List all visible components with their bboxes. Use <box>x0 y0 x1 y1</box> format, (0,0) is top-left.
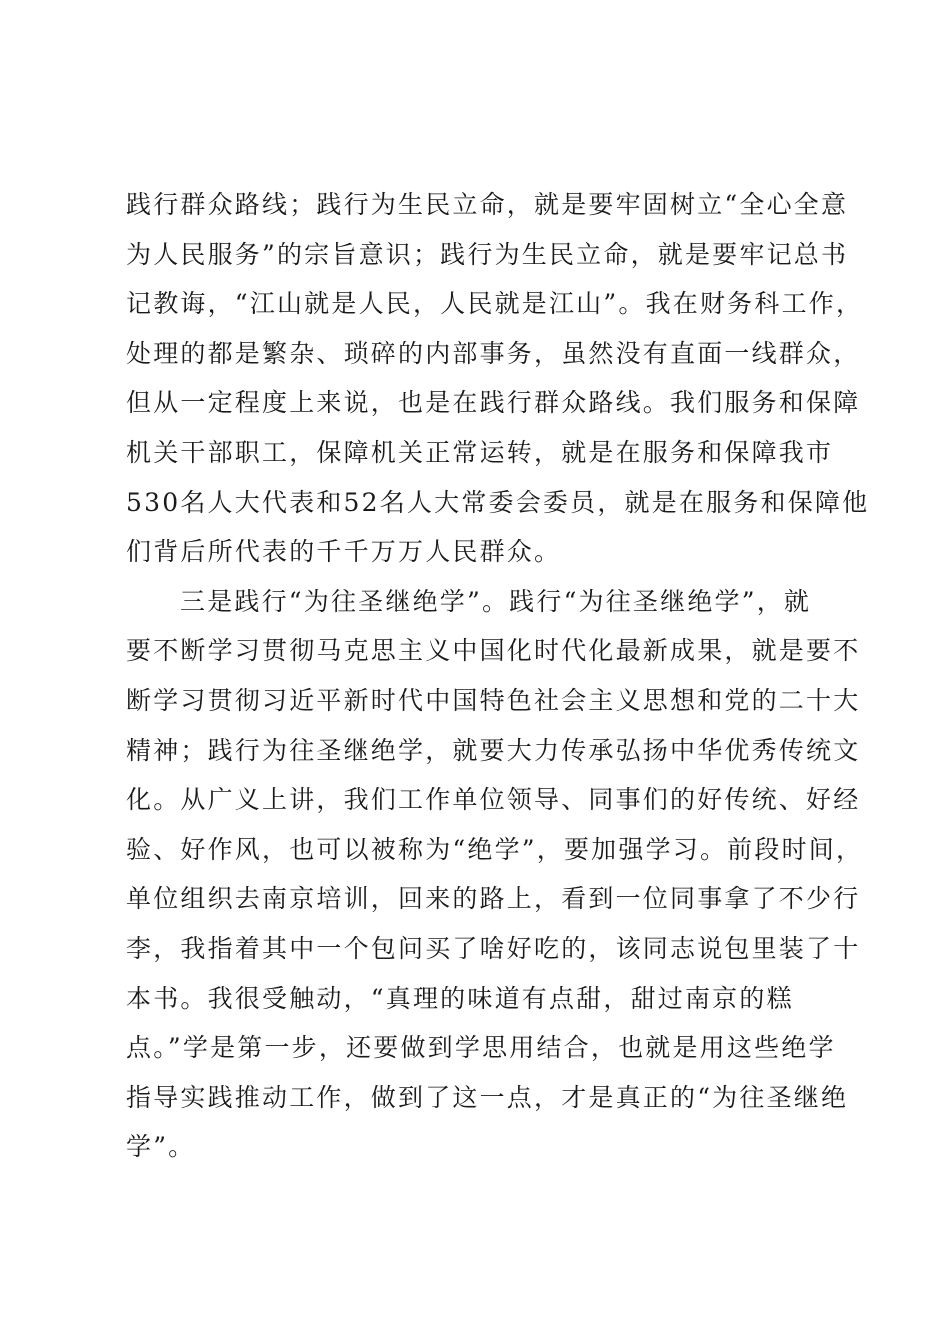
paragraph-start-line: 三是践行“为往圣继绝学”。践行“为往圣继绝学”，就 <box>180 586 812 616</box>
text-line: 学”。 <box>126 1132 196 1162</box>
text-line: 机关干部职工，保障机关正常运转，就是在服务和保障我市 <box>126 437 834 467</box>
text-line: 单位组织去南京培训，回来的路上，看到一位同事拿了不少行 <box>126 884 861 914</box>
text-line: 们背后所代表的千千万万人民群众。 <box>126 537 562 567</box>
text-line: 处理的都是繁杂、琐碎的内部事务，虽然没有直面一线群众， <box>126 338 861 368</box>
text-line: 点。”学是第一步，还要做到学思用结合，也就是用这些绝学 <box>126 1033 836 1063</box>
body-text <box>126 180 870 1172</box>
text-line: 精神；践行为往圣继绝学，就要大力传承弘扬中华优秀传统文 <box>126 735 861 765</box>
text-line: 验、好作风，也可以被称为“绝学”，要加强学习。前段时间， <box>126 834 864 864</box>
text-line: 为人民服务”的宗旨意识；践行为生民立命，就是要牢记总书 <box>126 239 849 269</box>
text-line: 记教诲，“江山就是人民，人民就是江山”。我在财务科工作， <box>126 289 864 319</box>
text-line: 530名人大代表和52名人大常委会委员，就是在服务和保障他 <box>126 487 870 517</box>
text-line: 但从一定程度上来说，也是在践行群众路线。我们服务和保障 <box>126 388 861 418</box>
text-line: 李，我指着其中一个包问买了啥好吃的，该同志说包里装了十 <box>126 933 861 963</box>
text-line: 要不断学习贯彻马克思主义中国化时代化最新成果，就是要不 <box>126 636 861 666</box>
text-line: 化。从广义上讲，我们工作单位领导、同事们的好传统、好经 <box>126 785 861 815</box>
text-line: 本书。我很受触动，“真理的味道有点甜，甜过南京的糕 <box>126 983 794 1013</box>
text-line: 断学习贯彻习近平新时代中国特色社会主义思想和党的二十大 <box>126 685 861 715</box>
text-line: 指导实践推动工作，做到了这一点，才是真正的“为往圣继绝 <box>126 1082 849 1112</box>
text-line: 践行群众路线；践行为生民立命，就是要牢固树立“全心全意 <box>126 190 849 219</box>
